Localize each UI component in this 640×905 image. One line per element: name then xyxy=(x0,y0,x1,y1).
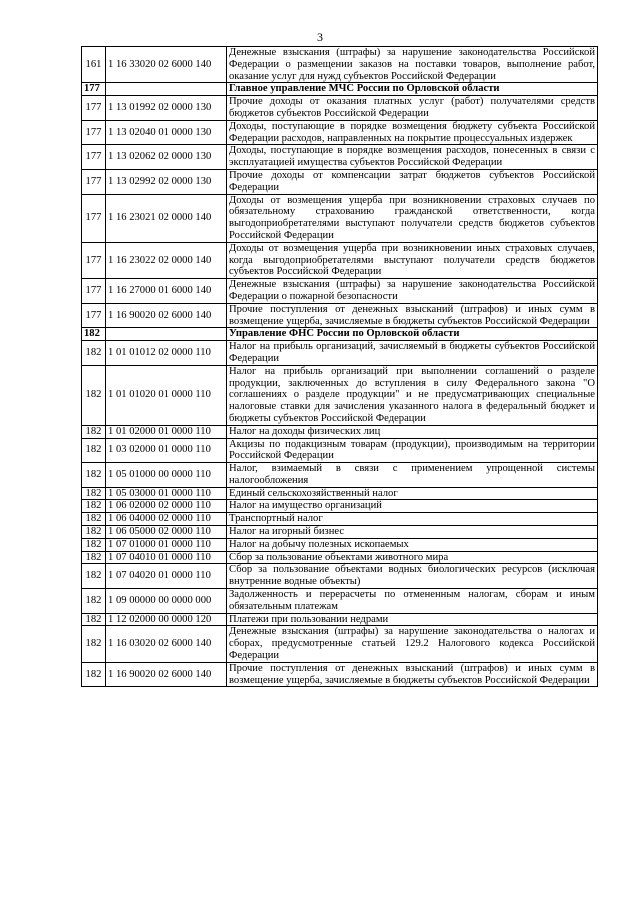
table-row xyxy=(82,120,598,145)
table-row xyxy=(82,169,598,194)
section-header-row xyxy=(82,328,598,341)
table-row xyxy=(82,425,598,438)
revenue-code-cell: 1 07 04010 01 0000 110 xyxy=(106,551,227,564)
revenue-code-cell: 1 13 02062 02 0000 130 xyxy=(106,145,227,170)
admin-code-cell: 182 xyxy=(82,487,106,500)
revenue-name-cell: Денежные взыскания (штрафы) за нарушение законодательства Российской Федерации о пожарной безопасности xyxy=(227,279,598,304)
table-row xyxy=(82,538,598,551)
revenue-name-cell: Налог на прибыль организаций, зачисляемый в бюджеты субъектов Российской Федерации xyxy=(227,341,598,366)
admin-code-cell: 177 xyxy=(82,120,106,145)
revenue-name-cell: Доходы, поступающие в порядке возмещения расходов, понесенных в связи с эксплуатацией имущества субъектов Российской Федерации xyxy=(227,145,598,170)
revenue-code-cell: 1 16 23022 02 0000 140 xyxy=(106,242,227,278)
admin-code-cell: 182 xyxy=(82,613,106,626)
table-row xyxy=(82,589,598,614)
admin-code-cell: 182 xyxy=(82,425,106,438)
admin-code-cell: 177 xyxy=(82,169,106,194)
revenue-code-cell: 1 13 01992 02 0000 130 xyxy=(106,96,227,121)
revenue-name-cell: Доходы от возмещения ущерба при возникновении страховых случаев по обязательному страхованию гражданской ответственности, когда выгодоприобретателями выступают получатели средств бюджетов субъектов Российской Федерации xyxy=(227,194,598,242)
revenue-codes-table xyxy=(81,46,598,687)
revenue-code-cell: 1 13 02040 01 0000 130 xyxy=(106,120,227,145)
revenue-code-cell: 1 09 00000 00 0000 000 xyxy=(106,589,227,614)
admin-code-cell: 182 xyxy=(82,500,106,513)
revenue-code-cell: 1 01 02000 01 0000 110 xyxy=(106,425,227,438)
admin-code-cell: 182 xyxy=(82,341,106,366)
table-row xyxy=(82,194,598,242)
admin-code-cell: 177 xyxy=(82,194,106,242)
revenue-code-cell: 1 16 90020 02 6000 140 xyxy=(106,662,227,687)
revenue-name-cell: Налог на прибыль организаций при выполнении соглашений о разделе продукции, заключенных до вступления в силу Федерального закона "О соглашениях о разделе продукции" и не предусматривающих специальные налоговые ставки для зачисления указанного налога в федеральный бюджет и бюджеты субъектов Российской Федерации xyxy=(227,365,598,425)
revenue-name-cell: Доходы, поступающие в порядке возмещения бюджету субъекта Российской Федерации расходов, направленных на покрытие процессуальных издержек xyxy=(227,120,598,145)
revenue-name-cell: Транспортный налог xyxy=(227,513,598,526)
admin-code-cell: 177 xyxy=(82,83,106,96)
table-row xyxy=(82,47,598,83)
table-row xyxy=(82,463,598,488)
table-row xyxy=(82,626,598,662)
revenue-name-cell: Задолженность и перерасчеты по отмененным налогам, сборам и иным обязательным платежам xyxy=(227,589,598,614)
revenue-code-cell xyxy=(106,328,227,341)
admin-code-cell: 182 xyxy=(82,526,106,539)
revenue-name-cell: Прочие поступления от денежных взысканий (штрафов) и иных сумм в возмещение ущерба, зачисляемые в бюджеты субъектов Российской Федерации xyxy=(227,303,598,328)
table-row xyxy=(82,551,598,564)
revenue-name-cell: Налог на игорный бизнес xyxy=(227,526,598,539)
revenue-code-cell: 1 13 02992 02 0000 130 xyxy=(106,169,227,194)
revenue-code-cell: 1 06 05000 02 0000 110 xyxy=(106,526,227,539)
revenue-code-cell: 1 06 04000 02 0000 110 xyxy=(106,513,227,526)
admin-code-cell: 182 xyxy=(82,328,106,341)
revenue-code-cell: 1 07 04020 01 0000 110 xyxy=(106,564,227,589)
admin-code-cell: 177 xyxy=(82,279,106,304)
table-body xyxy=(82,47,598,687)
admin-code-cell: 182 xyxy=(82,365,106,425)
admin-code-cell: 182 xyxy=(82,513,106,526)
revenue-name-cell: Сбор за пользование объектами животного мира xyxy=(227,551,598,564)
admin-code-cell: 177 xyxy=(82,96,106,121)
revenue-name-cell: Единый сельскохозяйственный налог xyxy=(227,487,598,500)
revenue-name-cell: Главное управление МЧС России по Орловской области xyxy=(227,83,598,96)
revenue-code-cell: 1 12 02000 00 0000 120 xyxy=(106,613,227,626)
revenue-code-cell xyxy=(106,83,227,96)
admin-code-cell: 182 xyxy=(82,626,106,662)
table-row xyxy=(82,438,598,463)
revenue-code-cell: 1 16 90020 02 6000 140 xyxy=(106,303,227,328)
table-row xyxy=(82,500,598,513)
admin-code-cell: 182 xyxy=(82,538,106,551)
table-row xyxy=(82,487,598,500)
revenue-code-cell: 1 06 02000 02 0000 110 xyxy=(106,500,227,513)
admin-code-cell: 182 xyxy=(82,551,106,564)
admin-code-cell: 177 xyxy=(82,242,106,278)
revenue-code-cell: 1 16 03020 02 6000 140 xyxy=(106,626,227,662)
admin-code-cell: 177 xyxy=(82,145,106,170)
revenue-code-cell: 1 16 23021 02 0000 140 xyxy=(106,194,227,242)
table-row xyxy=(82,242,598,278)
admin-code-cell: 182 xyxy=(82,589,106,614)
revenue-name-cell: Денежные взыскания (штрафы) за нарушение законодательства о налогах и сборах, предусмотренные статьей 129.2 Налогового кодекса Российской Федерации xyxy=(227,626,598,662)
revenue-name-cell: Денежные взыскания (штрафы) за нарушение законодательства Российской Федерации о размещении заказов на поставки товаров, выполнение работ, оказание услуг для нужд субъектов Российской Федерации xyxy=(227,47,598,83)
revenue-code-cell: 1 01 01012 02 0000 110 xyxy=(106,341,227,366)
revenue-code-cell: 1 05 01000 00 0000 110 xyxy=(106,463,227,488)
table-row xyxy=(82,564,598,589)
revenue-name-cell: Прочие поступления от денежных взысканий (штрафов) и иных сумм в возмещение ущерба, зачисляемые в бюджеты субъектов Российской Федерации xyxy=(227,662,598,687)
revenue-name-cell: Доходы от возмещения ущерба при возникновении иных страховых случаев, когда выгодоприобретателями выступают получатели средств бюджетов субъектов Российской Федерации xyxy=(227,242,598,278)
revenue-code-cell: 1 01 01020 01 0000 110 xyxy=(106,365,227,425)
table-row xyxy=(82,96,598,121)
page-number: 3 xyxy=(317,30,323,44)
revenue-name-cell: Управление ФНС России по Орловской области xyxy=(227,328,598,341)
revenue-name-cell: Налог на имущество организаций xyxy=(227,500,598,513)
admin-code-cell: 177 xyxy=(82,303,106,328)
table-row xyxy=(82,365,598,425)
revenue-name-cell: Налог на добычу полезных ископаемых xyxy=(227,538,598,551)
revenue-name-cell: Сбор за пользование объектами водных биологических ресурсов (исключая внутренние водные объекты) xyxy=(227,564,598,589)
revenue-name-cell: Платежи при пользовании недрами xyxy=(227,613,598,626)
table-row xyxy=(82,513,598,526)
revenue-code-cell: 1 16 27000 01 6000 140 xyxy=(106,279,227,304)
admin-code-cell: 182 xyxy=(82,662,106,687)
admin-code-cell: 182 xyxy=(82,463,106,488)
admin-code-cell: 182 xyxy=(82,438,106,463)
revenue-code-cell: 1 03 02000 01 0000 110 xyxy=(106,438,227,463)
table-row xyxy=(82,341,598,366)
revenue-name-cell: Налог на доходы физических лиц xyxy=(227,425,598,438)
revenue-name-cell: Прочие доходы от компенсации затрат бюджетов субъектов Российской Федерации xyxy=(227,169,598,194)
admin-code-cell: 161 xyxy=(82,47,106,83)
table-row xyxy=(82,279,598,304)
revenue-code-cell: 1 07 01000 01 0000 110 xyxy=(106,538,227,551)
table-row xyxy=(82,613,598,626)
admin-code-cell: 182 xyxy=(82,564,106,589)
revenue-name-cell: Прочие доходы от оказания платных услуг (работ) получателями средств бюджетов субъектов Российской Федерации xyxy=(227,96,598,121)
revenue-name-cell: Налог, взимаемый в связи с применением упрощенной системы налогообложения xyxy=(227,463,598,488)
table-row xyxy=(82,145,598,170)
table-row xyxy=(82,526,598,539)
section-header-row xyxy=(82,83,598,96)
table-row xyxy=(82,662,598,687)
revenue-code-cell: 1 05 03000 01 0000 110 xyxy=(106,487,227,500)
revenue-name-cell: Акцизы по подакцизным товарам (продукции), производимым на территории Российской Федерации xyxy=(227,438,598,463)
table-row xyxy=(82,303,598,328)
revenue-code-cell: 1 16 33020 02 6000 140 xyxy=(106,47,227,83)
